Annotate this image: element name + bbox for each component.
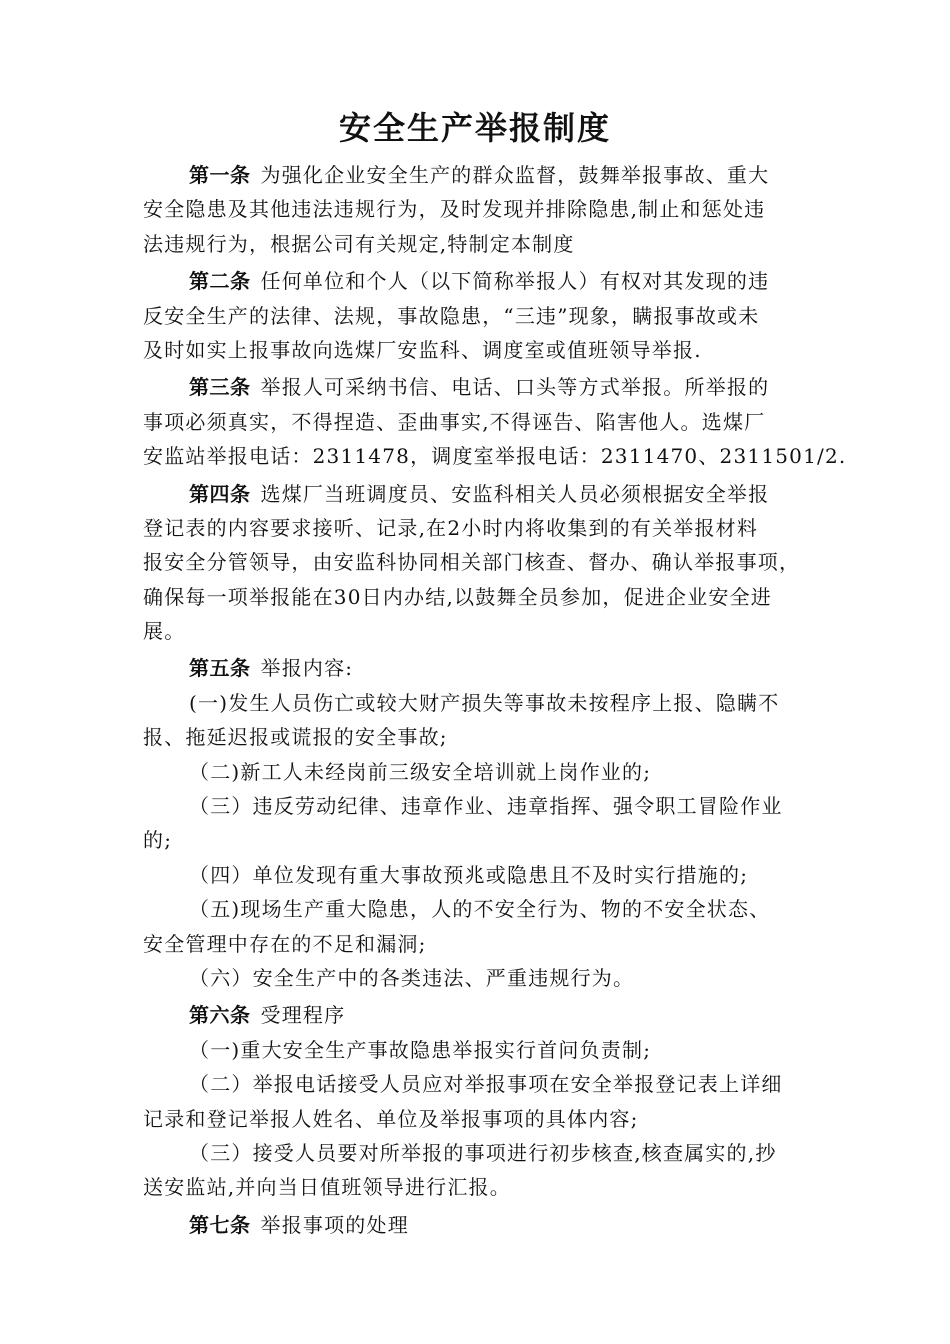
list-item-line <box>143 686 823 720</box>
article-text: 任何单位和个人（以下简称举报人）有权对其发现的违 <box>260 269 770 294</box>
list-item-line <box>143 720 823 754</box>
list-item-line <box>143 858 823 892</box>
article-heading: 第七条 <box>189 1212 251 1237</box>
list-item-line <box>143 823 823 857</box>
article-text: 事项必须真实，不得捏造、歪曲事实,不得诬告、陷害他人。选煤厂 <box>143 409 766 434</box>
list-item-text: （三）接受人员要对所举报的事项进行初步核查,核查属实的,抄 <box>189 1140 777 1165</box>
article-text: 法违规行为，根据公司有关规定,特制定本制度 <box>143 231 575 256</box>
document-body <box>143 158 847 1242</box>
article-text: 安监站举报电话：2311478，调度室举报电话：2311470、2311501/2. <box>143 444 847 469</box>
list-item-text: 送安监站,并向当日值班领导进行汇报。 <box>143 1175 511 1200</box>
article-text: 举报事项的处理 <box>260 1212 409 1237</box>
article-text: 展。 <box>143 619 186 644</box>
list-item-line <box>143 1067 823 1101</box>
list-item-line <box>143 1136 823 1170</box>
article-line <box>143 511 823 545</box>
article-line <box>143 227 823 261</box>
list-item-text: 记录和登记举报人姓名、单位及举报事项的具体内容; <box>143 1106 639 1131</box>
article-line <box>143 370 823 404</box>
list-item-text: （二）举报电话接受人员应对举报事项在安全举报登记表上详细 <box>189 1072 783 1097</box>
article <box>143 651 823 995</box>
article-line <box>143 264 823 298</box>
article-line <box>143 158 823 192</box>
list-item-line <box>143 1102 823 1136</box>
article-line <box>143 192 823 226</box>
article-line <box>143 477 823 511</box>
list-item-text: （四）单位发现有重大事故预兆或隐患且不及时实行措施的; <box>189 862 749 887</box>
list-item-line <box>143 961 823 995</box>
article-text: 安全隐患及其他违法违规行为，及时发现并排除隐患,制止和惩处违 <box>143 197 766 222</box>
list-item-line <box>143 927 823 961</box>
article-text: 登记表的内容要求接听、记录,在2小时内将收集到的有关举报材料 <box>143 515 759 540</box>
list-item-text: （一)重大安全生产事故隐患举报实行首问负责制; <box>189 1037 652 1062</box>
list-item-line <box>143 1033 823 1067</box>
article-line <box>143 998 823 1032</box>
article-line <box>143 545 823 579</box>
article-heading: 第五条 <box>189 656 251 681</box>
article-text: 报安全分管领导，由安监科协同相关部门核查、督办、确认举报事项， <box>143 550 801 575</box>
article-line <box>143 299 823 333</box>
article <box>143 264 823 367</box>
list-item-line <box>143 1170 823 1204</box>
article-text: 举报人可采纳书信、电话、口头等方式举报。所举报的 <box>260 375 770 400</box>
article <box>143 370 847 473</box>
list-item-text: （三）违反劳动纪律、违章作业、违章指挥、强令职工冒险作业 <box>189 794 783 819</box>
article-line <box>143 439 847 473</box>
article <box>143 158 823 261</box>
list-item-line <box>143 755 823 789</box>
article-text: 为强化企业安全生产的群众监督，鼓舞举报事故、重大 <box>260 163 770 187</box>
page-title: 安全生产举报制度 <box>338 109 611 147</box>
list-item-text: （六）安全生产中的各类违法、严重违规行为。 <box>189 965 635 990</box>
list-item-line <box>143 789 823 823</box>
article-text: 确保每一项举报能在30日内办结,以鼓舞全员参加，促进企业安全进 <box>143 584 773 609</box>
list-item-text: 的; <box>143 828 173 853</box>
list-item-text: (一)发生人员伤亡或较大财产损失等事故未按程序上报、隐瞒不 <box>189 690 780 715</box>
article-heading: 第二条 <box>189 269 251 294</box>
article-text: 及时如实上报事故向选煤厂安监科、调度室或值班领导举报. <box>143 337 702 362</box>
article-line <box>143 405 823 439</box>
list-item-line <box>143 892 823 926</box>
article-heading: 第六条 <box>189 1003 251 1028</box>
article-text: 受理程序 <box>260 1003 346 1028</box>
article-heading: 第三条 <box>189 375 251 400</box>
article <box>143 1208 823 1242</box>
article-heading: 第四条 <box>189 481 251 506</box>
list-item-text: （五)现场生产重大隐患，人的不安全行为、物的不安全状态、 <box>189 897 771 922</box>
article-line <box>143 614 823 648</box>
article-line <box>143 580 823 614</box>
article-line <box>143 333 823 367</box>
article-text: 举报内容: <box>260 656 354 681</box>
list-item-text: 报、拖延迟报或谎报的安全事故; <box>143 725 448 750</box>
list-item-text: 安全管理中存在的不足和漏洞; <box>143 931 427 956</box>
article <box>143 998 823 1204</box>
article-line <box>143 1208 823 1242</box>
article-text: 选煤厂当班调度员、安监科相关人员必须根据安全举报 <box>260 481 770 506</box>
list-item-text: （二)新工人未经岗前三级安全培训就上岗作业的; <box>189 759 652 784</box>
article-heading: 第一条 <box>189 163 251 187</box>
article-line <box>143 651 823 685</box>
article-text: 反安全生产的法律、法规，事故隐患，“三违”现象，瞒报事故或未 <box>143 303 760 328</box>
article <box>143 477 823 649</box>
